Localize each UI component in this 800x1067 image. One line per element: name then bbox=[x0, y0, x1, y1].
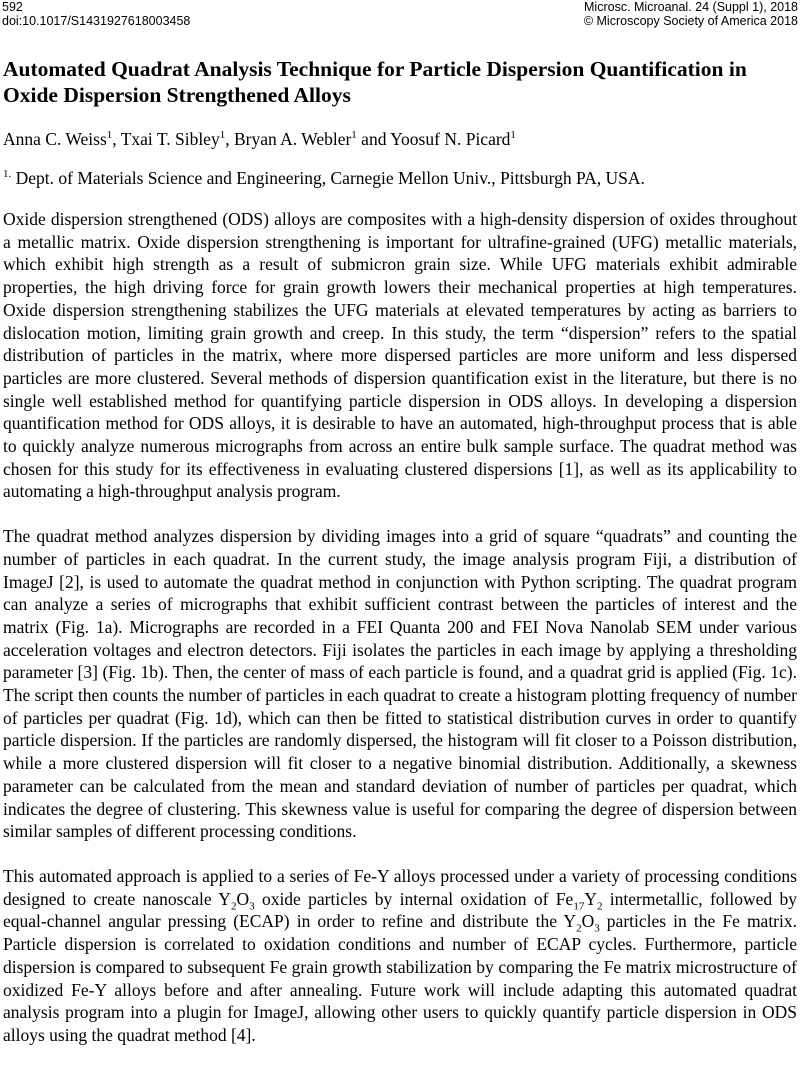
text-run: O bbox=[581, 911, 595, 932]
author-separator: , bbox=[112, 129, 121, 149]
author-affiliation-mark: 1 bbox=[219, 129, 226, 142]
author-name: Yoosuf N. Picard bbox=[390, 129, 511, 149]
running-header bbox=[0, 0, 800, 28]
affiliation bbox=[3, 167, 797, 189]
subscript: 17 bbox=[573, 900, 585, 913]
author-separator: and bbox=[356, 129, 391, 149]
author-separator: , bbox=[225, 129, 234, 149]
doi: doi:10.1017/S1431927618003458 bbox=[2, 14, 191, 28]
author-list bbox=[3, 128, 797, 150]
affiliation-text: Dept. of Materials Science and Engineering, Carnegie Mellon Univ., Pittsburgh PA, USA. bbox=[11, 168, 645, 188]
author-name: Anna C. Weiss bbox=[3, 129, 107, 149]
header-row-1 bbox=[0, 0, 800, 14]
subscript: 2 bbox=[230, 900, 237, 913]
text-run: oxide particles by internal oxidation of Fe bbox=[254, 888, 574, 909]
text-run: This automated approach is applied to a series of Fe-Y alloys processed under a variety of processing conditions designed to create nanoscale Y bbox=[3, 865, 797, 909]
subscript: 3 bbox=[249, 900, 255, 913]
subscript: 2 bbox=[576, 922, 582, 935]
header-row-2 bbox=[0, 14, 800, 28]
paragraph-1: Oxide dispersion strengthened (ODS) alloys are composites with a high-density dispersion of oxides throughout a metallic matrix. Oxide dispersion strengthening is important for ultrafine-grained (UFG) metallic materials, which exhibit high strength as a result of submicron grain size. While UFG materials exhibit admirable properties, the high driving force for grain growth lowers their mechanical properties at high temperatures. Oxide dispersion strengthening stabilizes the UFG materials at elevated temperatures by acting as barriers to dislocation motion, limiting grain growth and creep. In this study, the term “dispersion” refers to the spatial distribution of particles in the matrix, where more dispersed particles are more uniform and less dispersed particles are more clustered. Several methods of dispersion quantification exist in the literature, but there is no single well established method for quantifying particle dispersion in ODS alloys. In developing a dispersion quantification method for ODS alloys, it is desirable to have an automated, high-throughput process that is able to quickly analyze numerous micrographs from across an entire bulk sample surface. The quadrat method was chosen for this study for its effectiveness in evaluating clustered dispersions [1], as well as its applicability to automating a high-throughput analysis program. bbox=[3, 209, 797, 502]
text-run: particles in the Fe matrix. Particle dispersion is correlated to oxidation conditions and number of ECAP cycles. Furthermore, particle dispersion is compared to subsequent Fe grain growth stabilization by comparing the Fe matrix microstructure of oxidized Fe-Y alloys before and after annealing. Future work will include adapting this automated quadrat analysis program into a plugin for ImageJ, allowing other users to quickly quantify particle dispersion in ODS alloys using the quadrat method [4]. bbox=[3, 911, 797, 1045]
page-number: 592 bbox=[2, 0, 23, 14]
subscript: 2 bbox=[596, 900, 603, 913]
author-name: Bryan A. Webler bbox=[233, 129, 352, 149]
paragraph-2: The quadrat method analyzes dispersion by dividing images into a grid of square “quadrats” and counting the number of particles in each quadrat. In the current study, the image analysis program Fiji, a distribution of ImageJ [2], is used to automate the quadrat method in conjunction with Python scripting. The quadrat program can analyze a series of micrographs that exhibit sufficient contrast between the particles of interest and the matrix (Fig. 1a). Micrographs are recorded in a FEI Quanta 200 and FEI Nova Nanolab SEM under various acceleration voltages and electron detectors. Fiji isolates the particles in each image by applying a thresholding parameter [3] (Fig. 1b). Then, the center of mass of each particle is found, and a quadrat grid is applied (Fig. 1c). The script then counts the number of particles in each quadrat to create a histogram plotting frequency of number of particles per quadrat (Fig. 1d), which can then be fitted to statistical distribution curves in order to quantify particle dispersion. If the particles are randomly dispersed, the histogram will fit closer to a Poisson distribution, while a more clustered dispersion will fit closer to a negative binomial distribution. Additionally, a skewness parameter can be calculated from the mean and standard deviation of number of particles per quadrat, which indicates the degree of clustering. This skewness value is useful for comparing the degree of dispersion between similar samples of different processing conditions. bbox=[3, 526, 797, 842]
paragraph-3 bbox=[3, 865, 797, 1047]
article-body bbox=[3, 56, 797, 1064]
author-affiliation-mark: 1 bbox=[351, 129, 357, 142]
author-affiliation-mark: 1 bbox=[510, 129, 516, 142]
text-run: intermetallic, followed by equal-channel angular pressing (ECAP) in order to refine and distribute the Y bbox=[3, 888, 798, 932]
journal-citation: Microsc. Microanal. 24 (Suppl 1), 2018 bbox=[584, 0, 798, 14]
text-run: O bbox=[236, 888, 250, 909]
affiliation-mark: 1. bbox=[3, 168, 12, 181]
text-run: Y bbox=[584, 888, 597, 909]
copyright: © Microscopy Society of America 2018 bbox=[583, 14, 798, 28]
article-title: Automated Quadrat Analysis Technique for Particle Dispersion Quantification in Oxide Dispersion Strengthened Alloys bbox=[3, 57, 747, 107]
author-name: Txai T. Sibley bbox=[120, 129, 220, 149]
subscript: 3 bbox=[594, 922, 600, 935]
author-affiliation-mark: 1 bbox=[106, 129, 113, 142]
